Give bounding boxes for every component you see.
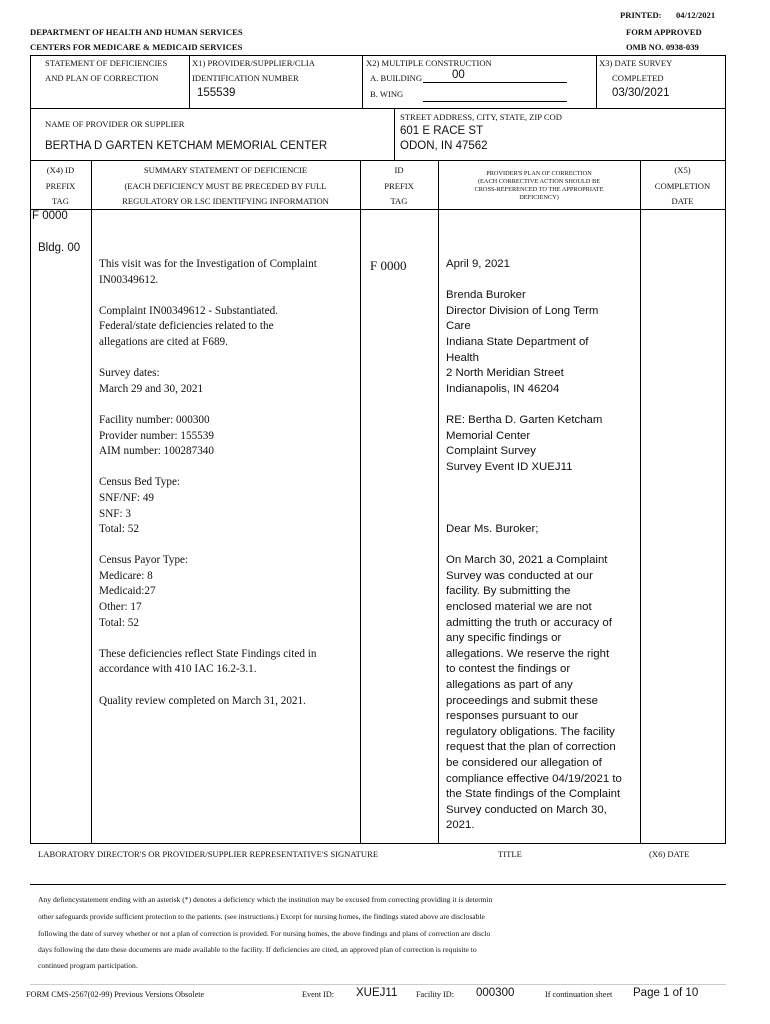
building-tag: Bldg. 00 (38, 242, 81, 254)
text-line: Health (446, 351, 479, 364)
text-line: Census Bed Type: (99, 476, 181, 489)
text-line: to contest the findings or (446, 663, 571, 676)
facility-id: 000300 (476, 987, 515, 999)
x1-label-2: IDENTIFICATION NUMBER (192, 73, 299, 83)
title-label: TITLE (498, 849, 522, 859)
x4-tag-label: TAG (52, 196, 69, 206)
event-id: XUEJ11 (356, 987, 398, 999)
facility-id-label: Facility ID: (416, 990, 454, 999)
text-line: Federal/state deficiencies related to the (99, 320, 274, 333)
x2-label: X2) MULTIPLE CONSTRUCTION (366, 58, 492, 68)
text-line: Indiana State Department of (446, 335, 589, 348)
text-line: Facility number: 000300 (99, 413, 210, 426)
text-line: Care (446, 320, 471, 333)
text-line (446, 491, 622, 507)
footer-divider (30, 984, 726, 985)
completion-label: COMPLETION (654, 181, 711, 191)
x1-label: X1) PROVIDER/SUPPLIER/CLIA (192, 58, 315, 68)
paragraph (99, 304, 317, 351)
text-line: AIM number: 100287340 (99, 445, 214, 458)
text-line: RE: Bertha D. Garten Ketcham (446, 413, 603, 426)
statement-label-2: AND PLAN OF CORRECTION (45, 73, 159, 83)
text-line: responses pursuant to our (446, 710, 579, 723)
disclaimer-line: continued program participation. (38, 961, 138, 970)
text-line: Survey conducted on March 30, (446, 803, 607, 816)
text-line: compliance effective 04/19/2021 to (446, 772, 622, 785)
paragraph (446, 491, 622, 507)
text-line: regulatory obligations. The facility (446, 725, 615, 738)
text-line: allegations as part of any (446, 679, 573, 692)
text-line: facility. By submitting the (446, 585, 571, 598)
paragraph (99, 694, 317, 710)
text-line: Survey dates: (99, 367, 160, 380)
address-label: STREET ADDRESS, CITY, STATE, ZIP COD (400, 112, 562, 122)
paragraph (446, 413, 622, 475)
paragraph (99, 647, 317, 678)
department-name: DEPARTMENT OF HEALTH AND HUMAN SERVICES (30, 27, 243, 37)
disclaimer-line: days following the date these documents are made available to the facility. If deficiencies are cited, an approved plan of correction is requisite to (38, 945, 477, 954)
agency-name: CENTERS FOR MEDICARE & MEDICAID SERVICES (30, 42, 243, 52)
text-line: Medicare: 8 (99, 569, 153, 582)
text-line: On March 30, 2021 a Complaint (446, 554, 608, 567)
text-line: admitting the truth or accuracy of (446, 616, 612, 629)
text-line: any specific findings or (446, 632, 562, 645)
text-line: March 29 and 30, 2021 (99, 382, 204, 395)
provider-name: BERTHA D GARTEN KETCHAM MEMORIAL CENTER (45, 140, 328, 152)
text-line: the State findings of the Complaint (446, 788, 621, 801)
event-id-label: Event ID: (302, 990, 335, 999)
statement-label: STATEMENT OF DEFICIENCIES (45, 58, 168, 68)
text-line: Medicaid:27 (99, 585, 156, 598)
paragraph (446, 553, 622, 834)
completion-date-label: DATE (671, 196, 694, 206)
text-line: Provider number: 155539 (99, 429, 214, 442)
text-line: Complaint Survey (446, 445, 536, 458)
text-line: proceedings and submit these (446, 694, 598, 707)
x5-label: (X5) (674, 165, 691, 175)
paragraph (99, 475, 317, 537)
street-address: 601 E RACE ST (400, 125, 484, 137)
text-line: SNF: 3 (99, 507, 132, 520)
text-line: enclosed material we are not (446, 601, 592, 614)
form-number: FORM CMS-2567(02-99) Previous Versions Obsolete (26, 990, 205, 999)
x3-label-2: COMPLETED (612, 73, 664, 83)
text-line: accordance with 410 IAC 16.2-3.1. (99, 663, 257, 676)
printed-label: PRINTED: (620, 10, 662, 20)
x4-id-label: (X4) ID (46, 165, 75, 175)
provider-name-label: NAME OF PROVIDER OR SUPPLIER (45, 119, 185, 129)
text-line: Census Payor Type: (99, 554, 189, 567)
paragraph (99, 553, 317, 631)
text-line: Survey Event ID XUEJ11 (446, 460, 573, 473)
deficiency-statement (99, 257, 317, 709)
disclaimer-line: other safeguards provide sufficient protection to the patients. (see instructions.) Except for nursing homes, the findings stated above are disclosable (38, 912, 485, 921)
text-line: Memorial Center (446, 429, 531, 442)
x6-date-label: (X6) DATE (649, 849, 690, 859)
summary-header: SUMMARY STATEMENT OF DEFICIENCIE (143, 165, 308, 175)
plan-of-correction (446, 257, 622, 834)
omb-number: OMB NO. 0938-039 (626, 42, 699, 52)
poc-header: PROVIDER'S PLAN OF CORRECTION (486, 170, 592, 177)
paragraph (446, 257, 622, 273)
text-line: Quality review completed on March 31, 2021. (99, 694, 306, 707)
tag-f0000-right: F 0000 (370, 258, 407, 273)
text-line: Total: 52 (99, 523, 139, 536)
text-line: Other: 17 (99, 601, 142, 614)
text-line: These deficiencies reflect State Findings cited in (99, 647, 317, 660)
text-line: Dear Ms. Buroker; (446, 523, 539, 536)
paragraph (99, 413, 317, 460)
x4-prefix-label: PREFIX (45, 181, 76, 191)
summary-header-3: REGULATORY OR LSC IDENTIFYING INFORMATION (122, 196, 329, 206)
text-line: Total: 52 (99, 616, 139, 629)
form-approved: FORM APPROVED (626, 27, 702, 37)
building-label: A. BUILDING (370, 73, 423, 83)
text-line: Complaint IN00349612 - Substantiated. (99, 304, 278, 317)
paragraph (446, 522, 622, 538)
city-state-zip: ODON, IN 47562 (400, 140, 488, 152)
text-line: 2021. (446, 819, 475, 832)
paragraph (99, 257, 317, 288)
building-value: 00 (452, 69, 465, 81)
id-tag-label: TAG (390, 196, 408, 206)
page-number: Page 1 of 10 (633, 987, 699, 999)
signature-label: LABORATORY DIRECTOR'S OR PROVIDER/SUPPLIER REPRESENTATIVE'S SIGNATURE (38, 849, 379, 859)
provider-id-number: 155539 (197, 87, 236, 99)
paragraph (446, 288, 622, 397)
disclaimer-line: following the date of survey whether or not a plan of correction is provided. For nursing homes, the above findings and plans of correction are disclo (38, 929, 491, 938)
text-line: Director Division of Long Term (446, 304, 599, 317)
summary-header-2: (EACH DEFICIENCY MUST BE PRECEDED BY FULL (124, 181, 327, 191)
poc-header-3: CROSS-REFERENCED TO THE APPROPRIATE (474, 186, 604, 193)
text-line: SNF/NF: 49 (99, 491, 155, 504)
continuation-label: If continuation sheet (545, 990, 613, 999)
poc-header-4: DEFICIENCY) (519, 194, 559, 201)
text-line: allegations are cited at F689. (99, 335, 228, 348)
text-line: Survey was conducted at our (446, 569, 593, 582)
text-line: IN00349612. (99, 273, 159, 286)
tag-f0000-left: F 0000 (32, 210, 68, 222)
wing-label: B. WING (370, 89, 404, 99)
text-line: Brenda Buroker (446, 289, 526, 302)
text-line: This visit was for the Investigation of Complaint (99, 258, 317, 270)
paragraph (99, 366, 317, 397)
text-line: 2 North Meridian Street (446, 367, 564, 380)
poc-header-2: (EACH CORRECTIVE ACTION SHOULD BE (477, 178, 601, 185)
text-line: Indianapolis, IN 46204 (446, 382, 560, 395)
text-line: request that the plan of correction (446, 741, 616, 754)
x3-label: X3) DATE SURVEY (599, 58, 673, 68)
id-prefix-label: PREFIX (384, 181, 414, 191)
survey-completed-date: 03/30/2021 (612, 87, 670, 99)
disclaimer-line: Any defiencystatement ending with an asterisk (*) denotes a deficiency which the institution may be excused from correcting providing it is determin (38, 895, 493, 904)
text-line: be considered our allegation of (446, 757, 602, 769)
printed-date: 04/12/2021 (676, 10, 716, 20)
text-line: allegations. We reserve the right (446, 647, 610, 660)
id-label: ID (394, 165, 404, 175)
text-line: April 9, 2021 (446, 258, 510, 270)
